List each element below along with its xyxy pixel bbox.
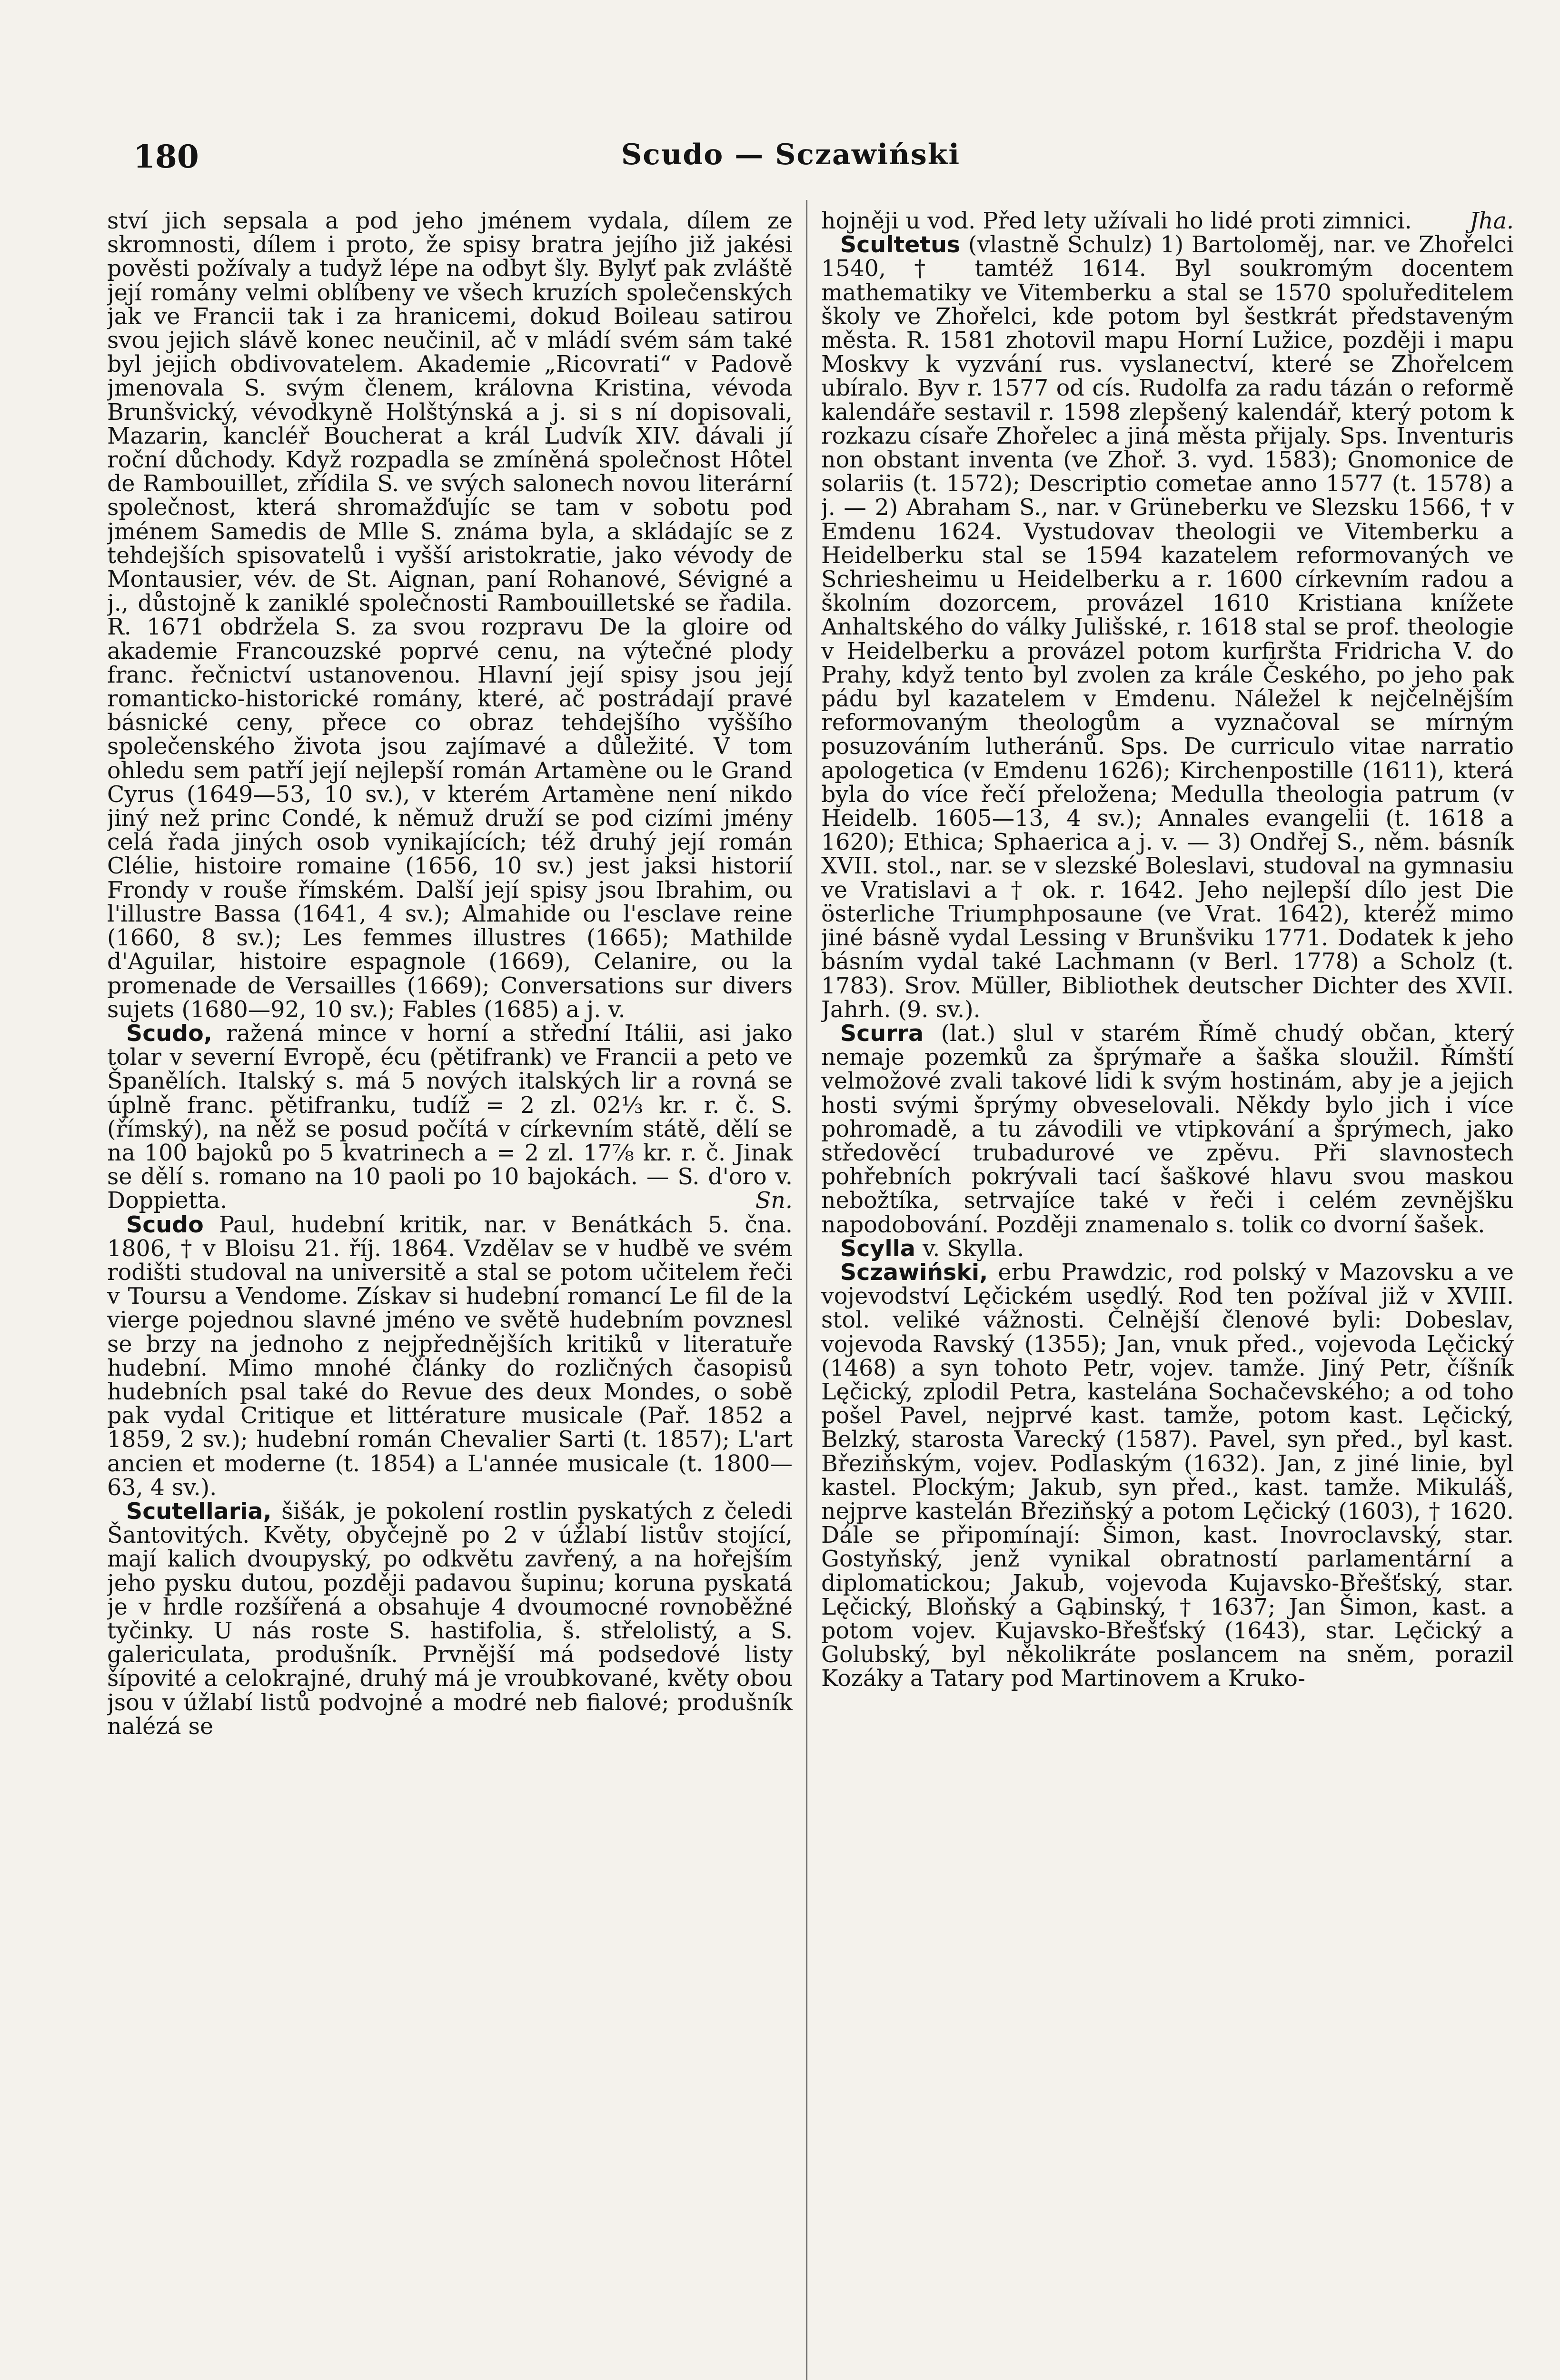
entry-headword: Scylla: [840, 1235, 915, 1262]
entry-headword: Scurra: [840, 1020, 924, 1047]
entry-scutellaria: [107, 1500, 793, 1739]
entry-text: erbu Prawdzic, rod polský v Mazovsku a ve vojevodství Lęčickém usedlý. Rod ten požíval již v XVIII. stol. veliké vážnosti. Čelnější členové byli: Dobeslav, vojevoda Ravský (1355); Jan, vnuk před., vojevoda Lęčický (1468) a syn tohoto Petr, vojev. tamže. Jiný Petr, číšník Lęčický, zplodil Petra, kastelána Sochačevského; a od toho pošel Pavel, nejprvé kast. tamže, potom kast. Lęčický, Belzký, starosta Varecký (1587). Pavel, syn před., byl kast. Březiňským, vojev. Podlaským (1632). Jan, z jiné linie, byl kastel. Plockým; Jakub, syn před., kast. tamže. Mikuláš, nejprve kastelán Březiňský a potom Lęčický (1603), † 1620. Dále se připomínají: Šimon, kast. Inovroclavský, star. Gostyňský, jenž vynikal obratností parlamentární a diplomatickou; Jakub, vojevoda Kujavsko-Břešťský, star. Lęčický, Bloňský a Gąbinský, † 1637; Jan Šimon, kast. a potom vojev. Kujavsko-Břešťský (1643), star. Lęčický a Golubský, byl několikráte poslancem na sněm, porazil Kozáky a Tatary pod Martinovem a Kruko-: [821, 1259, 1514, 1692]
running-head: Scudo — Sczawiński: [621, 138, 961, 171]
author-signature: Sn.: [755, 1188, 793, 1214]
right-column: [821, 209, 1514, 2380]
entry-text: (vlastně Schulz) 1) Bartoloměj, nar. ve Zhořelci 1540, † tamtéž 1614. Byl soukromým docentem mathematiky ve Vitemberku a stal se 1570 spoluředitelem školy ve Zhořelci, kde potom byl šestkrát představeným města. R. 1581 zhotovil mapu Horní Lužice, později i mapu Moskvy k vyzvání rus. vyslanectví, které se Zhořelcem ubíralo. Byv r. 1577 od cís. Rudolfa za radu tázán o reformě kalendáře sestavil r. 1598 zlepšený kalendář, který potom k rozkazu císaře Zhořelec a jiná města přijaly. Sps. Inventuris non obstant inventa (ve Zhoř. 3. vyd. 1583); Gnomonice de solariis (t. 1572); Descriptio cometae anno 1577 (t. 1578) a j. — 2) Abraham S., nar. v Grüneberku ve Slezsku 1566, † v Emdenu 1624. Vystudovav theologii ve Vitemberku a Heidelberku stal se 1594 kazatelem reformovaných ve Schriesheimu u Heidelberku a r. 1600 církevním radou a školním dozorcem, provázel 1610 Kristiana knížete Anhaltského do války Julišské, r. 1618 stal se prof. theologie v Heidelberku a provázel potom kurfiršta Fridricha V. do Prahy, když tento byl zvolen za krále Českého, po jeho pak pádu byl kazatelem v Emdenu. Náležel k nejčelnějším reformovaným theologům a vyznačoval se mírným posuzováním lutheránů. Sps. De curriculo vitae narratio apologetica (v Emdenu 1626); Kirchenpostille (1611), která byla do více řečí přeložena; Medulla theologia patrum (v Heidelb. 1605—13, 4 sv.); Annales evangelii (t. 1618 a 1620); Ethica; Sphaerica a j. v. — 3) Ondřej S., něm. básník XVII. stol., nar. se v slezské Boleslavi, studoval na gymnasiu ve Vratislavi a † ok. r. 1642. Jeho nejlepší dílo jest Die österliche Triumphposaune (ve Vrat. 1642), kteréž mimo jiné básně vydal Lessing v Brunšviku 1771. Dodatek k jeho básním vydal také Lachmann (v Berl. 1778) a Scholz (t. 1783). Srov. Müller, Bibliothek deutscher Dichter des XVII. Jahrh. (9. sv.).: [821, 232, 1514, 1023]
entry-text: ražená mince v horní a střední Itálii, asi jako tolar v severní Evropě, écu (pětifrank) ve Francii a peto ve Španělích. Italský s. má 5 nových italských lir a rovná se úplně franc. pětifranku, tudíž = 2 zl. 02⅓ kr. r. č. S. (římský), na něž se posud počítá v církevním státě, dělí se na 100 bajoků po 5 kvatrinech a = 2 zl. 17⅞ kr. r. č. Jinak se dělí s. romano na 10 paoli po 10 bajokách. — S. d'oro v. Doppietta.: [107, 1020, 793, 1214]
column-divider: [806, 200, 807, 2380]
entry-headword: Scultetus: [840, 232, 961, 258]
entry-headword: Scutellaria,: [126, 1498, 272, 1525]
author-signature: Jha.: [1469, 209, 1514, 234]
entry-headword: Scudo,: [126, 1020, 212, 1047]
entry-text: v. Skylla.: [923, 1235, 1024, 1262]
page-header: [133, 138, 1448, 181]
entry-scurra: [821, 1022, 1514, 1237]
page-number: 180: [133, 138, 199, 175]
entry-text: Paul, hudební kritik, nar. v Benátkách 5. čna. 1806, † v Bloisu 21. říj. 1864. Vzdělav se v hudbě ve svém rodišti studoval na universitě a stal se potom učitelem řeči v Toursu a Vendome. Získav si hudební romancí Le fil de la vierge pojednou slavné jméno ve světě hudebním povznesl se brzy na jednoho z nejpřednějších kritiků v literatuře hudební. Mimo mnohé články do rozličných časopisů hudebních psal také do Revue des deux Mondes, o sobě pak vydal Critique et littérature musicale (Pař. 1852 a 1859, 2 sv.); hudební román Chevalier Sarti (t. 1857); L'art ancien et moderne (t. 1854) a L'année musicale (t. 1800—63, 4 sv.).: [107, 1211, 793, 1501]
entry-text: (lat.) slul v starém Římě chudý občan, který nemaje pozemků za šprýmaře a šaška sloužil. Římští velmožové zvali takové lidi k svým hostinám, aby je a jejich hosti svými šprýmy obveselovali. Někdy bylo jich i více pohromadě, a tu závodili ve vtipkování a šprýmech, jako středověcí trubadurové ve zpěvu. Při slavnostech pohřebních pokrývali tací šaškové hlavu svou maskou nebožtíka, setrvajíce také v řeči i celém zevnějšku napodobování. Později znamenalo s. tolik co dvorní šašek.: [821, 1020, 1514, 1238]
entry-continuation: ství jich sepsala a pod jeho jménem vydala, dílem ze skromnosti, dílem i proto, že spisy bratra jejího již jakési pověsti požívaly a tudyž lépe na odbyt šly. Bylyť pak zvláště její romány velmi oblíbeny ve všech kruzích společenských jak ve Francii tak i za hranicemi, dokud Boileau satirou svou jejich slávě konec neučinil, ač v mládí svém sám také byl jejich obdivovatelem. Akademie „Ricovrati“ v Padově jmenovala S. svým členem, královna Kristina, vévoda Brunšvický, vévodkyně Holštýnská a j. si s ní dopisovali, Mazarin, kancléř Boucherat a král Ludvík XIV. dávali jí roční důchody. Když rozpadla se zmíněná společnost Hôtel de Rambouillet, zřídila S. ve svých salonech novou literární společnost, která shromažďujíc se tam v sobotu pod jménem Samedis de Mlle S. známa byla, a skládajíc se z tehdejších spisovatelů i vyšší aristokratie, jako vévody de Montausier, vév. de St. Aignan, paní Rohanové, Sévigné a j., důstojně k zaniklé společnosti Rambouilletské se řadila. R. 1671 obdržela S. za svou rozpravu De la gloire od akademie Francouzské poprvé cenu, na výtečné plody franc. řečnictví ustanovenou. Hlavní její spisy jsou její romanticko-historické romány, které, ač postrádají pravé básnické ceny, přece co obraz tehdejšího vyššího společenského života jsou zajímavé a důležité. V tom ohledu sem patří její nejlepší román Artamène ou le Grand Cyrus (1649—53, 10 sv.), v kterém Artamène není nikdo jiný než princ Condé, k němuž druží se pod cizími jmény celá řada jiných osob vynikajících; též druhý její román Clélie, histoire romaine (1656, 10 sv.) jest jaksi historií Frondy v rouše římském. Další její spisy jsou Ibrahim, ou l'illustre Bassa (1641, 4 sv.); Almahide ou l'esclave reine (1660, 8 sv.); Les femmes illustres (1665); Mathilde d'Aguilar, histoire espagnole (1669), Celanire, ou la promenade de Versailles (1669); Conversations sur divers sujets (1680—92, 10 sv.); Fables (1685) a j. v.: [107, 209, 793, 1023]
left-column: [107, 209, 793, 2380]
entry-scylla: [821, 1237, 1514, 1261]
entry-text: šišák, je pokolení rostlin pyskatých z čeledi Šantovitých. Květy, obyčejně po 2 v úžlabí listův stojící, mají kalich dvoupyský, po odkvětu zavřený, a na hořejším jeho pysku dutou, později padavou šupinu; koruna pyskatá je v hrdle rozšířená a obsahuje 4 dvoumocné rovnoběžné tyčinky. U nás roste S. hastifolia, š. střelolistý, a S. galericulata, produšník. Prvnější má podsedové listy šípovité a celokrajné, druhý má je vroubkované, květy obou jsou v úžlabí listů podvojné a modré neb fialové; produšník nalézá se: [107, 1498, 793, 1740]
entry-scultetus: [821, 233, 1514, 1022]
entry-text: hojněji u vod. Před lety užívali ho lidé proti zimnici.: [821, 209, 1412, 234]
entry-sczawinski: [821, 1261, 1514, 1691]
entry-headword: Sczawiński,: [840, 1259, 988, 1286]
entry-headword: Scudo: [126, 1211, 204, 1238]
entry-scudo-coin: [107, 1022, 793, 1213]
entry-scudo-paul: [107, 1213, 793, 1500]
entry-continuation: [821, 209, 1514, 233]
